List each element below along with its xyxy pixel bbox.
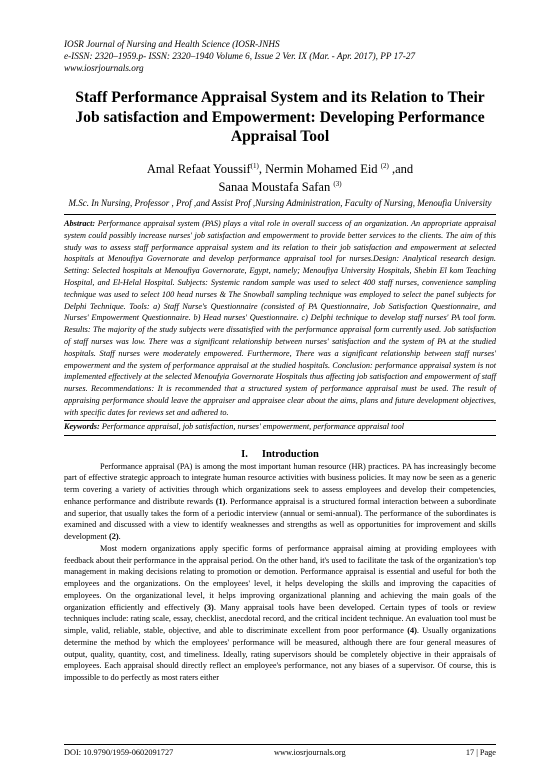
keywords-text: Performance appraisal, job satisfaction, nurses' empowerment, performance appraisal tool (99, 421, 404, 431)
paragraph-text: . Many appraisal tools have been developed. Certain types of tools or review techniques include: rating scale, essay, checklist, anecdotal record, and the critical incident technique. An evaluation tool must be simple, valid, reliable, stable, objective, and able to discriminate excellent from poor performance (64, 602, 496, 636)
page-label: Page (479, 748, 496, 757)
author-name: Amal Refaat Youssif (146, 161, 251, 176)
author-name: , Nermin Mohamed Eid (258, 161, 378, 176)
footer-doi: DOI: 10.9790/1959-0602091727 (64, 748, 174, 757)
citation: (3) (204, 602, 214, 612)
keywords (64, 421, 496, 432)
paper-page (64, 38, 496, 684)
paragraph (64, 543, 496, 684)
section-number: I. (241, 448, 248, 460)
page-separator: | (476, 748, 478, 757)
abstract-block (64, 214, 496, 436)
paragraph-text: . (118, 532, 121, 542)
divider (64, 744, 496, 745)
journal-name: IOSR Journal of Nursing and Health Science (IOSR-JNHS (64, 39, 280, 49)
paragraph-text: . Performance appraisal is a structured formal interaction between a subordinate and superior, that usually takes the form of a periodic interview (annual or semi-annual). The performance of the subordinates is examined and discussed with a view to identify weaknesses and strengths as well as opportunities for improvement and skills development (64, 496, 496, 542)
journal-issn-line: e-ISSN: 2320–1959.p- ISSN: 2320–1940 Volume 6, Issue 2 Ver. IX (Mar. - Apr. 2017), PP 17-27 (64, 51, 416, 61)
author-affiliation-marker: (2) (380, 161, 389, 170)
citation: (2) (108, 532, 119, 542)
paragraph (64, 461, 496, 543)
footer-page (466, 748, 496, 757)
citation: (4) (407, 626, 417, 636)
abstract-text: Performance appraisal system (PAS) plays a vital role in overall success of an organization. An appropriate appraisal system could possibly increase nurses' job satisfaction and empowerment to provide better services to the clients. The aim of this study was to assess staff performance appraisal system and its relation to their job satisfaction and empowerment at selected hospitals at Menoufiya Governorate and develop performance appraisal tool for nurses.Design: Analytical research design. Setting: Selected hospitals at Menoufiya Governorate, Egypt, namely; Menoufiya University Hospitals, Shebin El kom Teaching Hospital, and El-Helal Hospital. Subjects: Systemic random sample was used to select 400 staff nurses, convenience sampling technique was used to select 100 head nurses & The Snowball sampling technique was employed to select the panel subjects for Delphi Technique. Tools: a) Staff Nurse's Questionnaire (consisted of PA Questionnaire, Job Satisfaction Questionnaire, and Nurses' Empowerment Questionnaire. b) Head nurses' Questionnaire. c) Delphi technique to develop staff nurses' PA tool form. Results: The majority of the study subjects were dissatisfied with the performance appraisal form currently used. Job satisfaction of staff nurses was low. There was a significant relationship between nurses' satisfaction and the system of PA at the studied hospitals. Staff nurses were moderately empowered. Furthermore, There was a significant relationship between staff nurses' empowerment and the system of performance appraisal at the studied hospitals. Conclusion: performance appraisal system is not implemented effectively at the selected Menoufyia Governorate Hospitals thus affecting job satisfaction and empowerment of staff nurses. Recommendations: It is recommended that a structured system of performance appraisal must be used. The result of appraising performance should leave the appraiser and appraisee clear about the aims, plans and future development objectives, with specific dates for reviews set and adhered to. (64, 219, 496, 417)
paragraph-text: . Usually organizations determine the method by which the employees' performance will be measured, although there are four general measures of output, quality, quantity, cost, and timeliness. Ideally, rating supervisors should be completely objective in their appraisals of employees. Each appraisal should directly reflect an employee's performance, not any biases of a supervisor. Of course, this is impossible to do perfectly as most raters either (64, 626, 496, 683)
abstract-label: Abstract: (64, 219, 96, 228)
section-heading (64, 448, 496, 461)
paragraph-text: Most modern organizations apply specific forms of performance appraisal aiming at providing employees with feedback about their performance in the appraisal period. On the other hand, it's used to facilitate the task of the organization's top management in making decisions relating to promotion or demotion. Performance appraisal is essential and useful for both the employees and the organizations. On the employees' level, it helps developing the skills and improving the capacities of employees. On the organizational level, it helps improving organizational planning and achieving the main goals of the organization efficiently and effectively (64, 543, 496, 612)
author-affiliation-marker: (1) (250, 161, 259, 170)
paper-title: Staff Performance Appraisal System and its Relation to Their Job satisfaction and Empowerment: Developing Performance Appraisal Tool (75, 89, 485, 145)
body-text (64, 461, 496, 684)
journal-website: www.iosrjournals.org (64, 63, 144, 73)
citation: (1) (215, 496, 226, 506)
journal-header (64, 38, 496, 74)
divider (64, 214, 496, 215)
page-number: 17 (465, 748, 475, 757)
author-affiliation: M.Sc. In Nursing, Professor , Prof ,and Assist Prof ,Nursing Administration, Faculty of Nursing, Menoufia University (68, 197, 492, 208)
author-name: Sanaa Moustafa Safan (218, 180, 331, 194)
abstract (64, 218, 496, 419)
page-footer (64, 744, 496, 759)
footer-website: www.iosrjournals.org (274, 748, 346, 757)
author-list (64, 159, 496, 196)
author-conjunction: ,and (391, 161, 414, 176)
paragraph-text: Performance appraisal (PA) is among the most important human resource (HR) practices. PA has increasingly become part of effective strategic approach to integrate human resource activities with business policies. It may now be seen as a generic term covering a variety of activities through which organizations seek to assess employees and develop their competencies, enhance performance and distribute rewards (64, 461, 496, 506)
footer-row (64, 748, 496, 759)
author-affiliation-marker: (3) (333, 180, 342, 188)
keywords-label: Keywords: (64, 421, 100, 431)
divider (64, 435, 496, 436)
section-title: Introduction (261, 448, 319, 460)
